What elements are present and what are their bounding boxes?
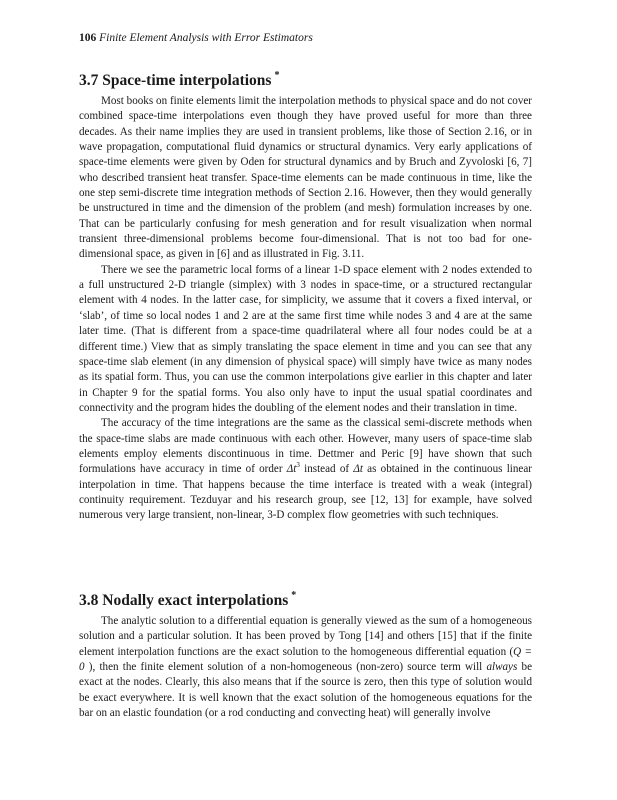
starred-section-marker: * [291, 590, 297, 601]
math-delta-t: Δt [353, 463, 363, 476]
emphasis: always [486, 661, 518, 674]
section-heading-3-8 [79, 586, 539, 610]
section-number: 3.8 [79, 592, 99, 609]
section-title: Space-time interpolations [102, 72, 272, 89]
math-exponent: 3 [296, 461, 300, 470]
section-heading-3-7 [79, 66, 539, 90]
math-equation: Q = 0 [79, 645, 532, 674]
paragraph: Most books on finite elements limit the interpolation methods to physical space and do not cover combined space-time interpolations even though they have proved useful for more than three decades. As their name implies they are used in transient problems, like those of Section 2.16, or in wave propagation, computational fluid dynamics or structural dynamics. Very early applications of space-time elements were given by Oden for structural dynamics and by Bruch and Zyvoloski [6, 7] who described transient heat transfer. Space-time elements can be made continuous in time, like the one step semi-discrete time integration methods of Section 2.16. However, then they would generally be unstructured in time and the dimension of the problem (and mesh) formulation increases by one. That can be particularly confusing for mesh generation and for result visualization when normal transient three-dimensional problems become four-dimensional. That is not too bad for one-dimensional space, as given in [6] and as illustrated in Fig. 3.11. [79, 95, 532, 261]
section-title: Nodally exact interpolations [102, 592, 289, 609]
paragraph: The accuracy of the time integrations are the same as the classical semi-discrete methods when the space-time slabs are made continuous with each other. However, many users of space-time slab elements employ elements discontinuous in time. Dettmer and Peric [9] have shown that such formulations have accuracy in time of order $\Delta t^3$ instead of Δt as obtained in the continuous linear interpolation in time. That happens because the time interface is treated with a weak (integral) continuity requirement. Tezduyar and his research group, see [12, 13] for example, have solved numerous very large transient, non-linear, 3-D complex flow geometries with such techniques. [79, 417, 532, 522]
math-delta-t: Δt [286, 463, 297, 476]
section-number: 3.7 [79, 72, 99, 89]
section-3-8-body [79, 614, 532, 721]
book-title: Finite Element Analysis with Error Estimators [99, 32, 313, 44]
page-number: 106 [79, 32, 97, 44]
starred-section-marker: * [274, 70, 280, 81]
running-head [79, 31, 539, 45]
paragraph: The analytic solution to a differential equation is generally viewed as the sum of a homogeneous solution and a particular solution. It has been proved by Tong [14] and others [15] that if the finite element interpolation functions are the exact solution to the homogeneous differential equation (Q = 0 ), then the finite element solution of a non-homogeneous (non-zero) source term will always be exact at the nodes. Clearly, this also means that if the source is zero, then this type of solution would be exact everywhere. It is well known that the exact solution of the homogeneous equations for the bar on an elastic foundation (or a rod conducting and convecting heat) will generally involve [79, 615, 533, 720]
section-3-7-body [79, 94, 532, 524]
paragraph: There we see the parametric local forms of a linear 1-D space element with 2 nodes extended to a full unstructured 2-D triangle (simplex) with 3 nodes in space-time, or a structured rectangular element with 4 nodes. In the latter case, for simplicity, we assume that it covers a fixed interval, or ‘slab’, of time so local nodes 1 and 2 are at the same first time while nodes 3 and 4 are at the same later time. (That is different from a space-time quadrilateral where all four nodes could be at a different time.) View that as simply translating the space element in time and you can see that any space-time slab element (in any dimension of physical space) will simply have twice as many nodes as its spatial form. Thus, you can use the common interpolations give earlier in this chapter and later in Chapter 9 for the spatial forms. You also only have to input the usual spatial coordinates and connectivity and the program hides the doubling of the element nodes and their translation in time. [79, 263, 532, 414]
